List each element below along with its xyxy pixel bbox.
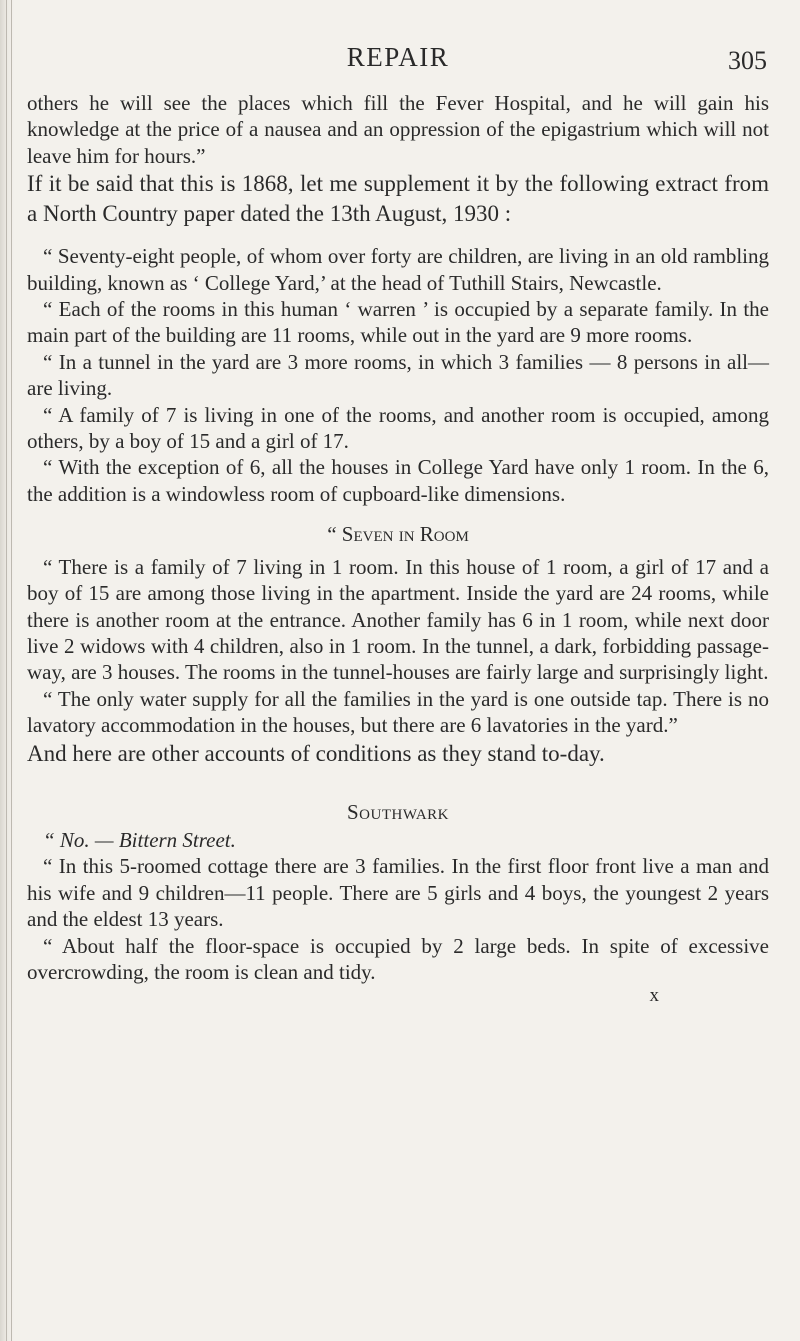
quote-paragraph-4: “ A family of 7 is living in one of the rooms, and another room is occupied, among others, by a boy of 15 and a girl of 17.: [27, 402, 769, 454]
quote-paragraph-3: “ In a tunnel in the yard are 3 more rooms, in which 3 families — 8 persons in all—are living.: [27, 349, 769, 401]
binding-rule: [6, 0, 7, 1341]
quote-paragraph-1: “ Seventy-eight people, of whom over forty are children, are living in an old rambling building, known as ‘ College Yard,’ at the head of Tuthill Stairs, Newcastle.: [27, 244, 769, 295]
page-number: 305: [728, 46, 767, 75]
quote-paragraph-2: “ Each of the rooms in this human ‘ warren ’ is occupied by a separate family. In the main part of the building are 11 rooms, while out in the yard are 9 more rooms.: [27, 297, 769, 348]
binding-rule: [11, 0, 12, 1341]
quote-subheading: “ Seven in Room: [327, 522, 469, 547]
quote-paragraph-7: “ The only water supply for all the families in the yard is one outside tap. There is no lavatory accommodation in the houses, but there are 6 lavatories in the yard.”: [27, 686, 769, 738]
page-body: [27, 90, 769, 1007]
signature-mark: x: [649, 985, 659, 1007]
quote-paragraph-5: “ With the exception of 6, all the houses in College Yard have only 1 room. In the 6, the addition is a windowless room of cupboard-like dimensions.: [27, 455, 769, 506]
address-line: “ No. — Bittern Street.: [43, 827, 236, 852]
section-heading: Southwark: [346, 799, 449, 824]
book-page: [27, 0, 769, 1007]
paragraph-intro: If it be said that this is 1868, let me supplement it by the following extract from a North Country paper dated the 13th August, 1930 :: [27, 171, 769, 227]
running-head: [27, 0, 769, 90]
chapter-title: REPAIR: [346, 42, 450, 72]
paragraph-transition: And here are other accounts of conditions as they stand to-day.: [27, 740, 605, 766]
paragraph-continuation: others he will see the places which fill the Fever Hospital, and he will gain his knowledge at the price of a nausea and an oppression of the epigastrium which will not leave him for hours.”: [27, 91, 769, 168]
southwark-paragraph-2: “ About half the floor-space is occupied by 2 large beds. In spite of excessive overcrowding, the room is clean and tidy.: [27, 933, 769, 984]
southwark-paragraph-1: “ In this 5-roomed cottage there are 3 families. In the first floor front live a man and his wife and 9 children—11 people. There are 5 girls and 4 boys, the youngest 2 years and the eldest 13 years.: [27, 854, 769, 932]
quote-paragraph-6: “ There is a family of 7 living in 1 room. In this house of 1 room, a girl of 17 and a boy of 15 are among those living in the apartment. Inside the yard are 24 rooms, while there is another room at the entrance. Another family has 6 in 1 room, while next door live 2 widows with 4 children, also in 1 room. In the tunnel, a dark, forbidding passage-way, are 3 houses. The rooms in the tunnel-houses are fairly large and surprisingly light.: [27, 554, 769, 685]
